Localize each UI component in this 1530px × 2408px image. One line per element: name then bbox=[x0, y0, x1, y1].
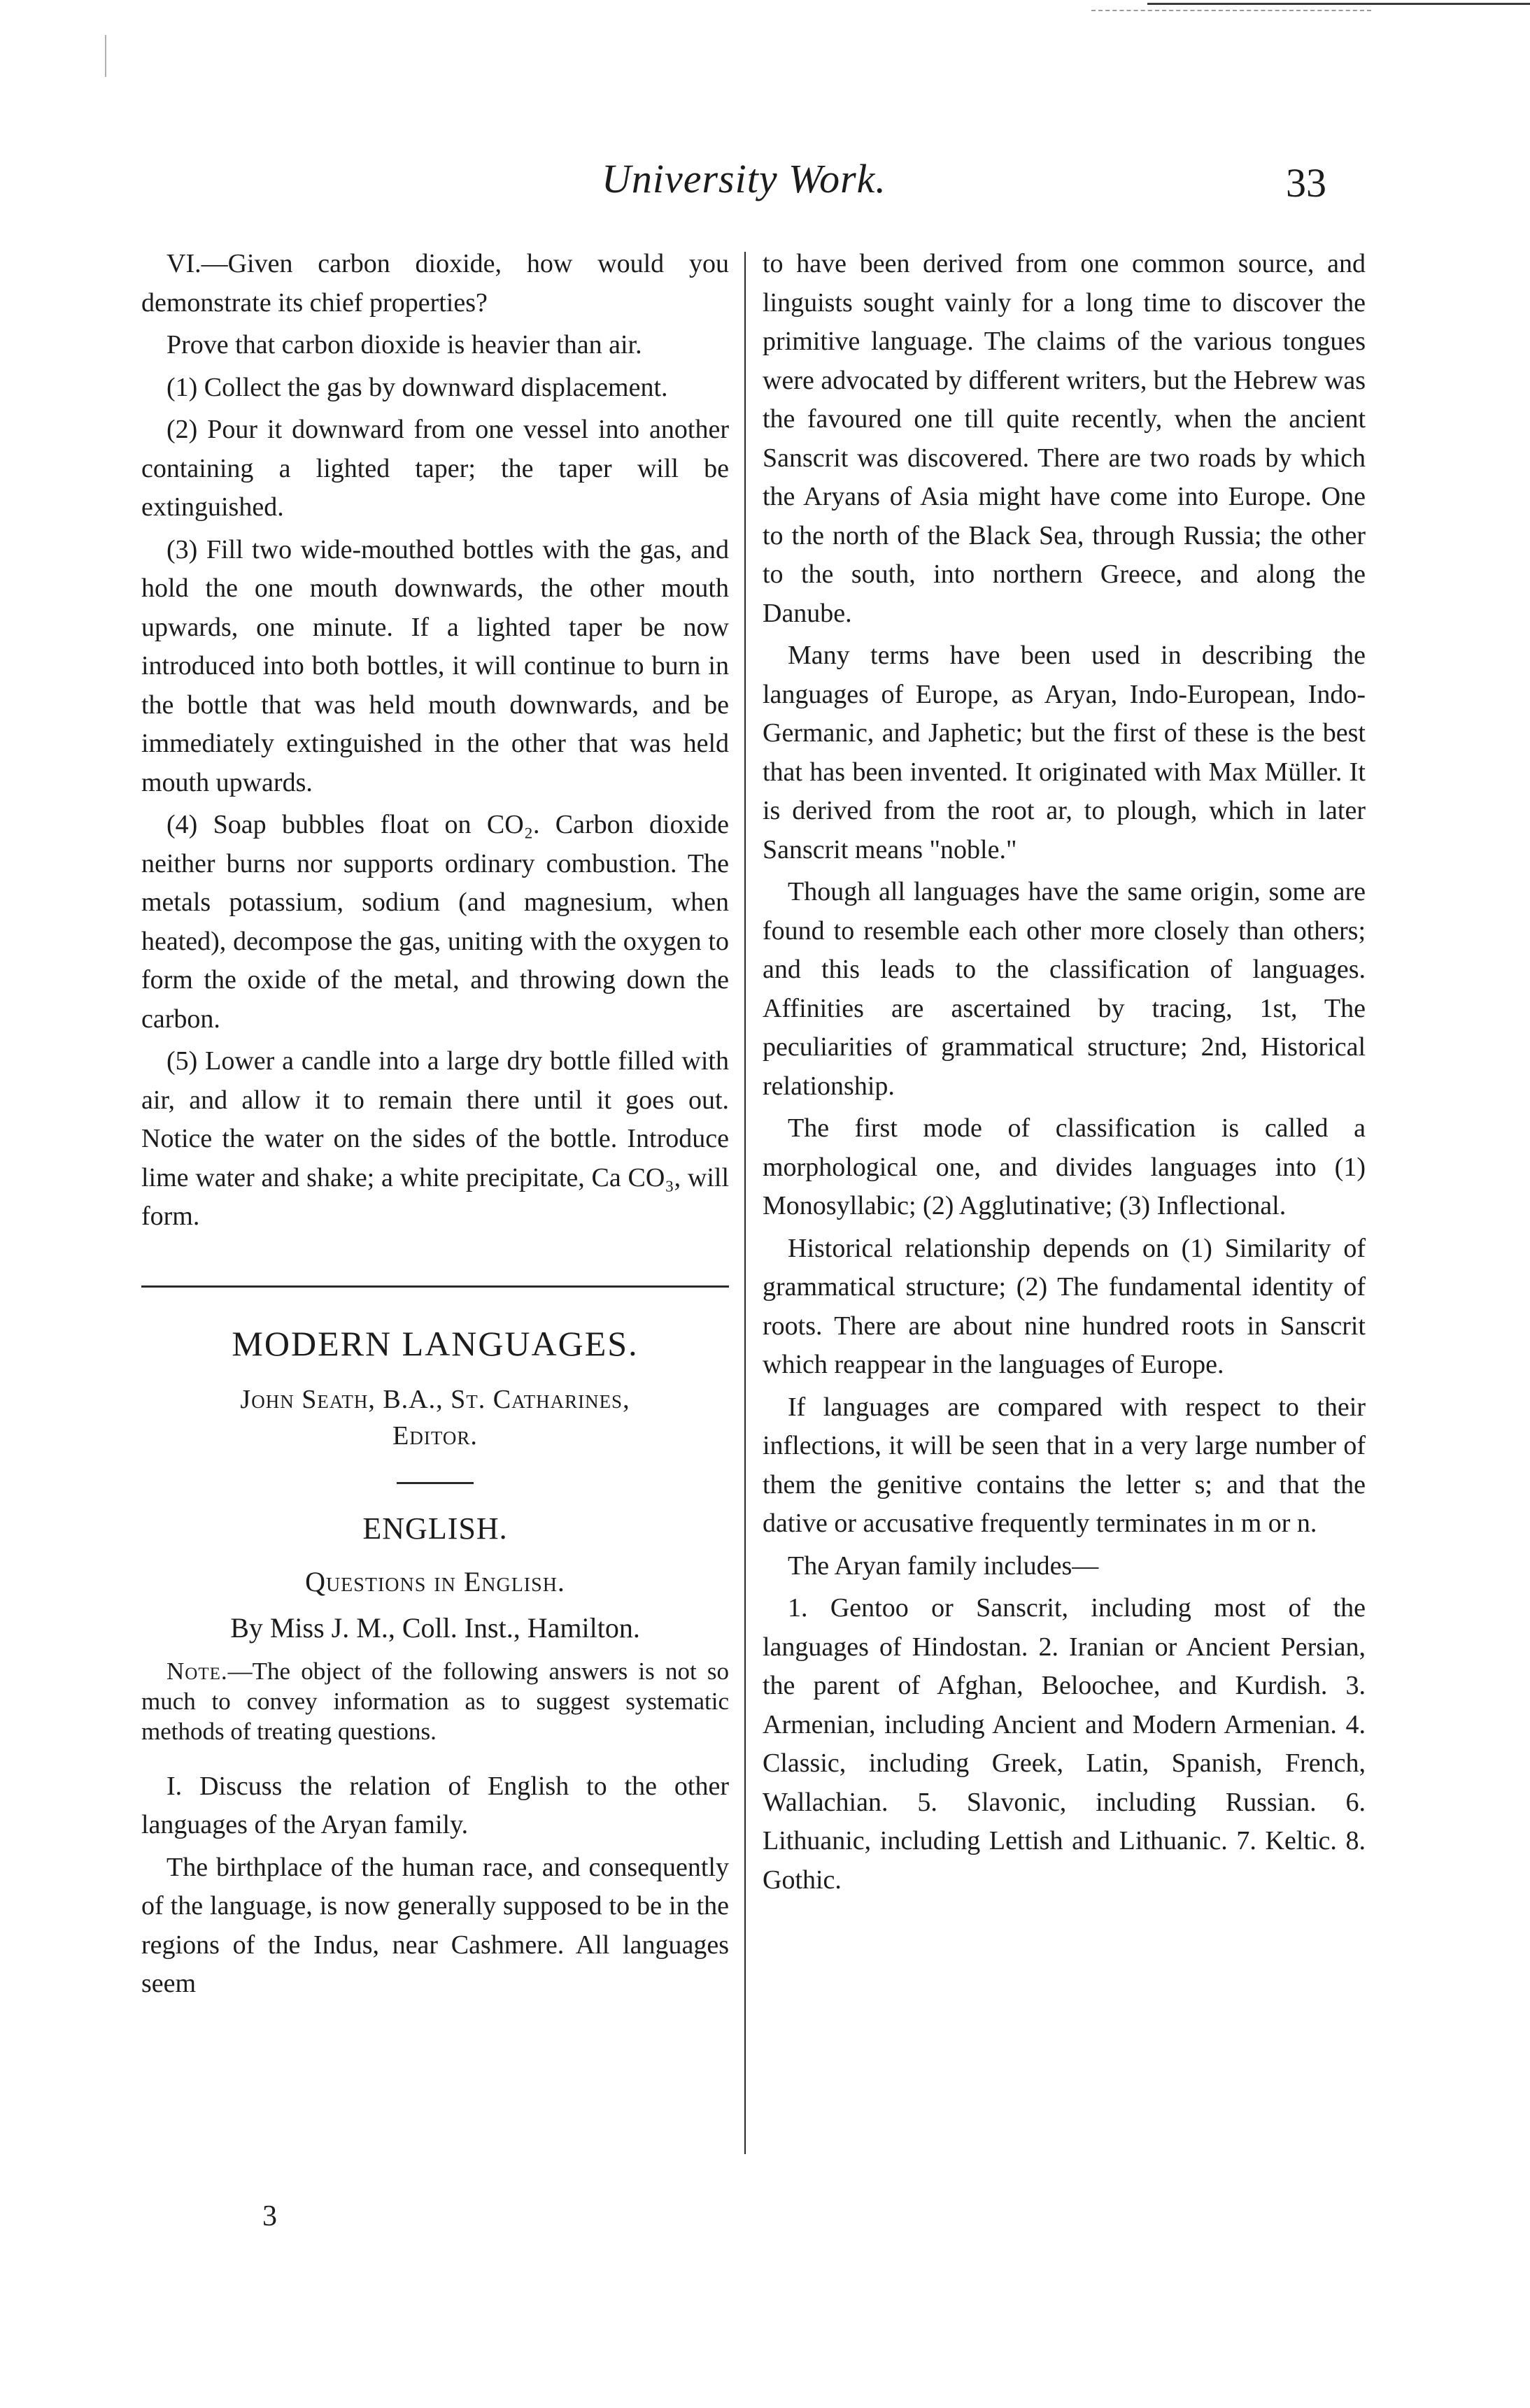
paragraph: The birthplace of the human race, and consequently of the language, is now generally supposed to be in the regions of the Indus, near Cashmere. All languages seem bbox=[141, 1852, 729, 1998]
paragraph: (4) Soap bubbles float on CO₂. Carbon dioxide neither burns nor supports ordinary combustion. The metals potassium, sodium (and magnesium, when heated), decompose the gas, uniting with the oxygen to form the oxide of the metal, and throwing down the carbon. bbox=[141, 810, 729, 1034]
section-divider bbox=[141, 1285, 729, 1288]
running-title: University Work. bbox=[602, 156, 886, 201]
question: I. Discuss the relation of English to the other languages of the Aryan family. bbox=[141, 1771, 729, 1839]
paragraph: Many terms have been used in describing the languages of Europe, as Aryan, Indo-European, Indo-Germanic, and Japhetic; but the first of these is the best that has been invented. It originated with Max Müller. It is derived from the root ar, to plough, which in later Sanscrit means "noble." bbox=[763, 641, 1366, 864]
section-heading: MODERN LANGUAGES. bbox=[232, 1323, 639, 1363]
paragraph: Though all languages have the same origin, some are found to resemble each other more closely than others; and this leads to the classification of languages. Affinities are ascertained by tracing, 1st, The peculiarities of grammatical structure; 2nd, Historical relationship. bbox=[763, 877, 1366, 1101]
editor-line: John Seath, B.A., St. Catharines, bbox=[240, 1384, 630, 1414]
paragraph: The first mode of classification is called a morphological one, and divides languages into (1) Monosyllabic; (2) Agglutinative; (3) Inflectional. bbox=[763, 1113, 1366, 1220]
note-text: —The object of the following answers is not so much to convey information as to suggest systematic methods of treating questions. bbox=[141, 1657, 729, 1745]
editor-title: Editor. bbox=[392, 1420, 478, 1451]
paragraph: VI.—Given carbon dioxide, how would you demonstrate its chief properties? bbox=[141, 249, 729, 318]
paragraph: Historical relationship depends on (1) Similarity of grammatical structure; (2) The fundamental identity of roots. There are about nine hundred roots in Sanscrit which reappear in the languages of Europe. bbox=[763, 1233, 1366, 1379]
paragraph: 1. Gentoo or Sanscrit, including most of the languages of Hindostan. 2. Iranian or Ancient Persian, the parent of Afghan, Beloochee, and Kurdish. 3. Armenian, including Ancient and Modern Armenian. 4. Classic, including Greek, Latin, Spanish, French, Wallachian. 5. Slavonic, including Russian. 6. Lithuanic, including Lettish and Lithuanic. 7. Keltic. 8. Gothic. bbox=[763, 1593, 1366, 1895]
paragraph: Prove that carbon dioxide is heavier than air. bbox=[167, 330, 642, 359]
column-divider bbox=[744, 252, 746, 2154]
note-label: Note. bbox=[167, 1657, 228, 1685]
top-edge-dashed-rule bbox=[1091, 10, 1371, 13]
running-head bbox=[0, 155, 1530, 218]
paragraph: (2) Pour it downward from one vessel into another containing a lighted taper; the taper will be extinguished. bbox=[141, 415, 729, 522]
sub-heading: ENGLISH. bbox=[362, 1511, 508, 1546]
paragraph: If languages are compared with respect to their inflections, it will be seen that in a very large number of them the genitive contains the letter s; and that the dative or accusative frequently terminates in m or n. bbox=[763, 1392, 1366, 1538]
byline: By Miss J. M., Coll. Inst., Hamilton. bbox=[230, 1611, 640, 1644]
paragraph: (3) Fill two wide-mouthed bottles with the gas, and hold the one mouth downwards, the other mouth upwards, one minute. If a lighted taper be now introduced into both bottles, it will continue to burn in the bottle that was held mouth downwards, and be immediately extinguished in the other that was held mouth upwards. bbox=[141, 534, 729, 797]
page-number: 33 bbox=[1286, 160, 1326, 206]
questions-heading: Questions in English. bbox=[305, 1565, 565, 1597]
short-divider bbox=[397, 1482, 474, 1484]
top-edge-rule bbox=[1147, 3, 1530, 5]
signature-mark: 3 bbox=[262, 2200, 277, 2232]
paragraph: to have been derived from one common source, and linguists sought vainly for a long time to discover the primitive language. The claims of the various tongues were advocated by different writers, but the Hebrew was the favoured one till quite recently, when the ancient Sanscrit was discovered. There are two roads by which the Aryans of Asia might have come into Europe. One to the north of the Black Sea, through Russia; the other to the south, into northern Greece, and along the Danube. bbox=[763, 249, 1366, 628]
paragraph: (5) Lower a candle into a large dry bottle filled with air, and allow it to remain there until it goes out. Notice the water on the sides of the bottle. Introduce lime water and shake; a white precipitate, Ca CO₃, will form. bbox=[141, 1046, 729, 1231]
paragraph: (1) Collect the gas by downward displacement. bbox=[167, 372, 668, 402]
paragraph: The Aryan family includes— bbox=[788, 1551, 1099, 1581]
margin-edge-mark bbox=[105, 35, 106, 77]
note bbox=[141, 1656, 729, 1746]
left-column bbox=[141, 245, 729, 2007]
right-column bbox=[763, 245, 1366, 1903]
